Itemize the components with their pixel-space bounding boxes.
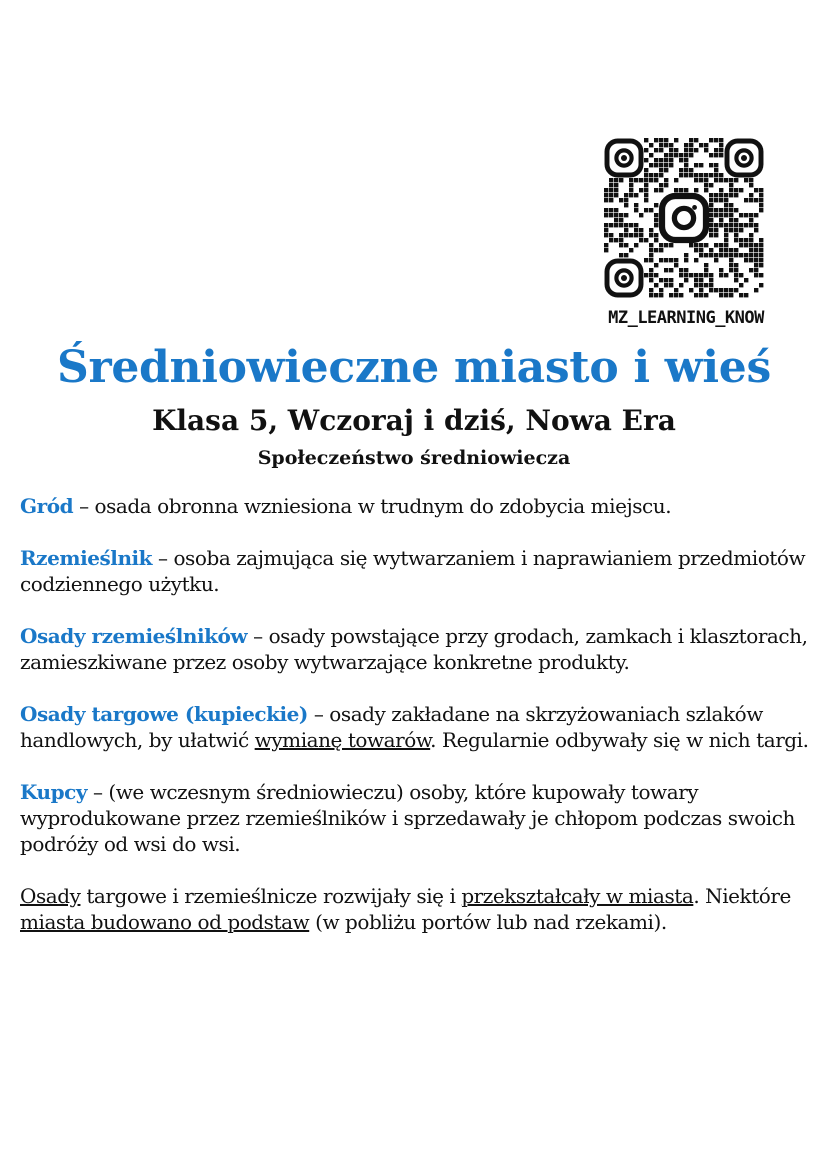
definition-osady-targowe: Osady targowe (kupieckie) – osady zakładane na skrzyżowaniach szlaków handlowych, by ułatwić wymianę towarów. Regularnie odbywały się w nich targi. (20, 702, 809, 752)
definition-rzemieslnik: Rzemieślnik – osoba zajmująca się wytwarzaniem i naprawianiem przedmiotów codziennego użytku. (20, 546, 806, 596)
instagram-icon (662, 196, 706, 240)
underlined-phrase: przekształcały w miasta (461, 884, 694, 908)
qr-finder-icon (607, 261, 641, 295)
underlined-phrase: wymianę towarów (254, 728, 431, 752)
closing-paragraph: Osady targowe i rzemieślnicze rozwijały się i przekształcały w miasta. Niektóre miasta budowano od podstaw (w pobliżu portów lub nad rzekami). (20, 884, 791, 934)
underlined-phrase: Osady (20, 884, 81, 908)
social-handle: MZ_LEARNING_KNOW (608, 308, 764, 328)
definition-text: osady zakładane na skrzyżowaniach szlaków handlowych, by ułatwić (20, 702, 763, 752)
qr-code (604, 138, 764, 298)
definition-grod: Gród – osada obronna wzniesiona w trudnym do zdobycia miejscu. (20, 494, 672, 518)
definition-text: osada obronna wzniesiona w trudnym do zdobycia miejscu. (94, 494, 672, 518)
definition-text: osady powstające przy grodach, zamkach i klasztorach, zamieszkiwane przez osoby wytwarzające konkretne produkty. (20, 624, 808, 674)
underlined-phrase: miasta budowano od podstaw (20, 910, 310, 934)
definition-term: Kupcy (20, 780, 88, 804)
definition-text: osoba zajmująca się wytwarzaniem i naprawianiem przedmiotów codziennego użytku. (20, 546, 806, 596)
qr-finder-icon (727, 141, 761, 175)
definition-kupcy: Kupcy – (we wczesnym średniowieczu) osoby, które kupowały towary wyprodukowane przez rzemieślników i sprzedawały je chłopom podczas swoich podróży od wsi do wsi. (20, 780, 795, 856)
definition-term: Osady targowe (kupieckie) (20, 702, 308, 726)
definitions-list (20, 493, 810, 961)
qr-code-graphic (604, 138, 764, 298)
definition-term: Gród (20, 494, 74, 518)
definition-osady-rzemieslnikow: Osady rzemieślników – osady powstające przy grodach, zamkach i klasztorach, zamieszkiwane przez osoby wytwarzające konkretne produkty. (20, 624, 808, 674)
section-title: Społeczeństwo średniowiecza (257, 447, 571, 469)
definition-text: (we wczesnym średniowieczu) osoby, które kupowały towary wyprodukowane przez rzemieślników i sprzedawały je chłopom podczas swoich podróży od wsi do wsi. (20, 780, 795, 856)
page-title: Średniowieczne miasto i wieś (57, 342, 771, 393)
page-subtitle: Klasa 5, Wczoraj i dziś, Nowa Era (152, 404, 676, 437)
definition-term: Rzemieślnik (20, 546, 153, 570)
definition-term: Osady rzemieślników (20, 624, 248, 648)
qr-finder-icon (607, 141, 641, 175)
